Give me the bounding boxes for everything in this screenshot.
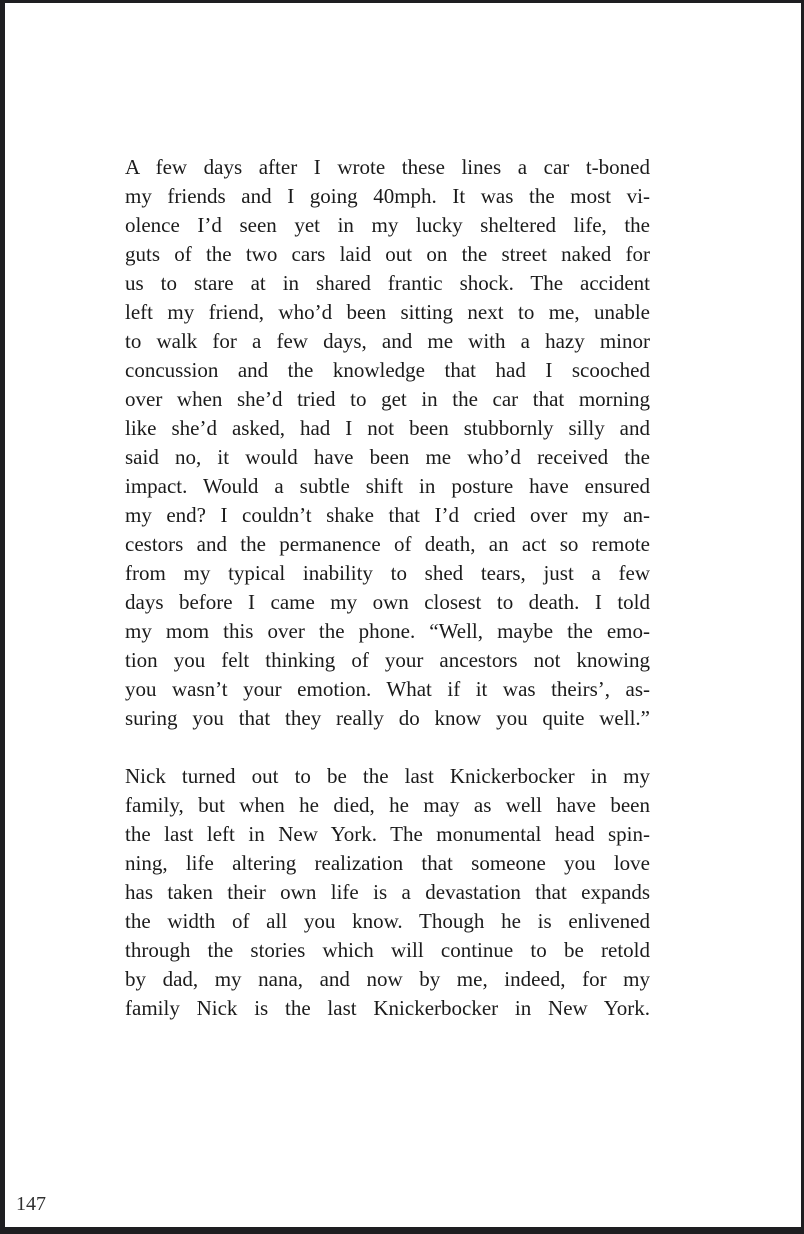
page-edge-left [0,0,5,1234]
text-line: over when she’d tried to get in the car that morning [125,387,650,411]
text-line: you wasn’t your emotion. What if it was theirs’, as- [125,677,650,701]
page-number: 147 [16,1193,46,1215]
page-edge-top [0,0,804,3]
text-line: from my typical inability to shed tears, just a few [125,561,650,585]
text-line: family, but when he died, he may as well have been [125,793,650,817]
text-line: cestors and the permanence of death, an act so remote [125,532,650,556]
text-line: left my friend, who’d been sitting next to me, unable [125,300,650,324]
text-line: suring you that they really do know you quite well.” [125,706,650,730]
text-line: my mom this over the phone. “Well, maybe the emo- [125,619,650,643]
text-line: tion you felt thinking of your ancestors not knowing [125,648,650,672]
text-line: like she’d asked, had I not been stubbornly silly and [125,416,650,440]
paragraph [125,762,650,1023]
page-edge-bottom [0,1227,804,1234]
text-line: said no, it would have been me who’d received the [125,445,650,469]
text-line: my end? I couldn’t shake that I’d cried over my an- [125,503,650,527]
text-line: family Nick is the last Knickerbocker in New York. [125,996,650,1020]
text-line: A few days after I wrote these lines a car t-boned [125,155,650,179]
text-line: ning, life altering realization that someone you love [125,851,650,875]
text-line: has taken their own life is a devastation that expands [125,880,650,904]
text-line: my friends and I going 40mph. It was the most vi- [125,184,650,208]
text-line: us to stare at in shared frantic shock. The accident [125,271,650,295]
text-line: guts of the two cars laid out on the street naked for [125,242,650,266]
text-line: concussion and the knowledge that had I scooched [125,358,650,382]
text-line: through the stories which will continue to be retold [125,938,650,962]
text-line: the last left in New York. The monumental head spin- [125,822,650,846]
text-line: impact. Would a subtle shift in posture have ensured [125,474,650,498]
body-text [125,153,650,1023]
text-line: olence I’d seen yet in my lucky sheltered life, the [125,213,650,237]
text-line: by dad, my nana, and now by me, indeed, for my [125,967,650,991]
paragraph [125,153,650,733]
text-line: the width of all you know. Though he is enlivened [125,909,650,933]
text-line: days before I came my own closest to death. I told [125,590,650,614]
text-line: Nick turned out to be the last Knickerbocker in my [125,764,650,788]
text-line: to walk for a few days, and me with a hazy minor [125,329,650,353]
